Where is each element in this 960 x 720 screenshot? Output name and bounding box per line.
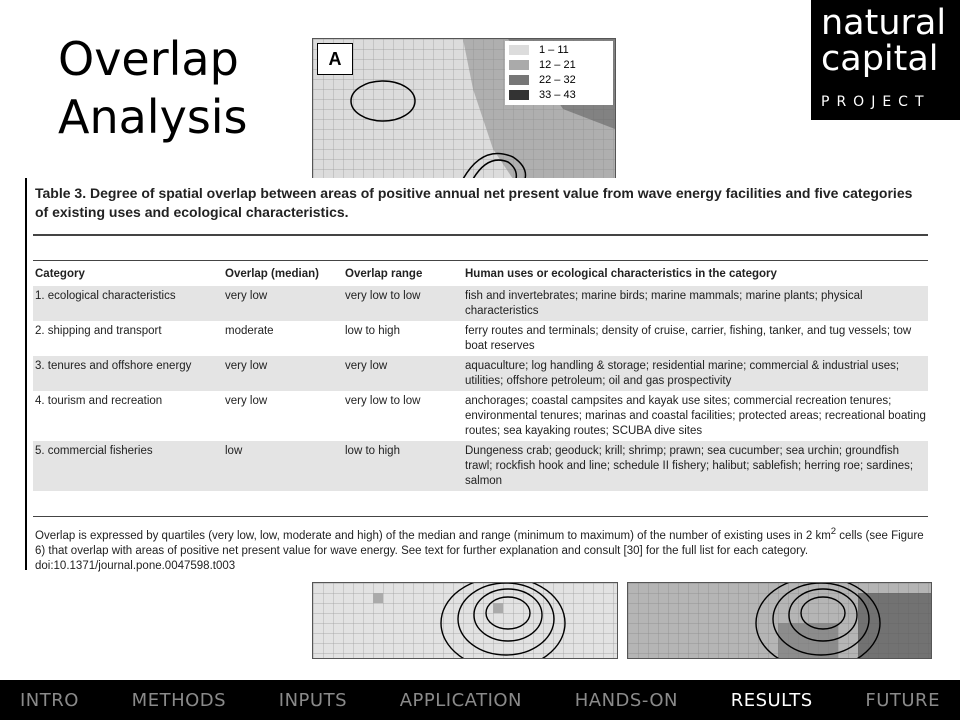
map-a-legend [505, 41, 613, 105]
logo-word-natural: natural [821, 3, 947, 43]
map-panel-a [312, 38, 616, 180]
legend-swatch [509, 60, 529, 70]
nav-item-intro[interactable]: INTRO [20, 689, 79, 711]
table-figure [25, 178, 929, 570]
col-header-overlap-median: Overlap (median) [225, 268, 319, 280]
cell-category: 4. tourism and recreation [35, 395, 163, 407]
legend-item [509, 59, 576, 71]
cell-overlap-range: very low [343, 356, 463, 391]
legend-label: 1 – 11 [539, 44, 569, 56]
cell-uses: anchorages; coastal campsites and kayak use sites; commercial recreation tenures; environmental tenures; marinas and coastal facilities; protected areas; recreational boating routes; sea kayaking routes; SCUBA dive sites [465, 395, 926, 437]
table-caption [35, 184, 925, 222]
nav-item-future[interactable]: FUTURE [865, 689, 940, 711]
table-footnote [35, 524, 925, 574]
legend-item [509, 44, 569, 56]
map-panel-bottom-left [312, 582, 618, 659]
cell-uses: Dungeness crab; geoduck; krill; shrimp; prawn; sea cucumber; sea urchin; groundfish trawl; rockfish hook and line; schedule II fishery; halibut; sablefish; herring roe; sardines; salmon [463, 441, 928, 491]
map-bottom-right-graphic [628, 583, 931, 658]
col-header-uses: Human uses or ecological characteristics in the category [465, 268, 777, 280]
cell-overlap-median: very low [225, 395, 268, 407]
legend-swatch [509, 45, 529, 55]
table-row [33, 441, 928, 491]
legend-swatch [509, 75, 529, 85]
cell-category: 2. shipping and transport [35, 325, 162, 337]
cell-overlap-range: low to high [345, 325, 400, 337]
divider [33, 260, 928, 261]
map-a-panel-label: A [317, 43, 353, 75]
nav-item-hands-on[interactable]: HANDS-ON [574, 689, 678, 711]
natural-capital-logo [811, 0, 960, 120]
cell-overlap-range: very low to low [343, 286, 463, 321]
cell-overlap-median: moderate [225, 325, 274, 337]
logo-word-capital: capital [821, 39, 939, 79]
cell-uses: fish and invertebrates; marine birds; marine mammals; marine plants; physical characteristics [463, 286, 928, 321]
title-line-1: Overlap [58, 32, 239, 86]
table-row [33, 286, 928, 321]
cell-category: 3. tenures and offshore energy [33, 356, 223, 391]
cell-overlap-range: very low to low [345, 395, 421, 407]
table-header-row [33, 262, 928, 286]
footnote-superscript: 2 [830, 526, 837, 537]
divider [33, 234, 928, 236]
footnote-text-1: Overlap is expressed by quartiles (very low, low, moderate and high) of the median and range (minimum to maximum) of the number of existing uses in 2 km [35, 529, 831, 542]
cell-overlap-median: low [223, 441, 343, 491]
cell-overlap-median: very low [223, 286, 343, 321]
table-caption-text: Table 3. Degree of spatial overlap between areas of positive annual net present value from wave energy facilities and five categories of existing uses and ecological characteristics. [35, 185, 913, 220]
footnote-text-2: cells (see Figure 6) that overlap with areas of positive net present value for wave energy. See text for further explanation and consult [30] for the full list for each category. [35, 529, 924, 557]
cell-overlap-range: low to high [343, 441, 463, 491]
table-row [33, 321, 928, 356]
cell-uses: ferry routes and terminals; density of cruise, carrier, fishing, tanker, and tug vessels; tow boat reserves [465, 325, 912, 352]
nav-item-inputs[interactable]: INPUTS [278, 689, 348, 711]
col-header-overlap-range: Overlap range [345, 268, 423, 280]
table-row [33, 356, 928, 391]
legend-label: 33 – 43 [539, 89, 576, 101]
nav-item-results[interactable]: RESULTS [730, 689, 813, 711]
legend-swatch [509, 90, 529, 100]
legend-item [509, 89, 576, 101]
cell-uses: aquaculture; log handling & storage; residential marine; commercial & industrial uses; utilities; offshore petroleum; oil and gas prospectivity [463, 356, 928, 391]
map-panel-bottom-right [627, 582, 932, 659]
overlap-table [33, 262, 928, 491]
divider [33, 516, 928, 517]
slide-title [58, 30, 248, 146]
nav-item-application[interactable]: APPLICATION [399, 689, 523, 711]
map-bottom-left-graphic [313, 583, 617, 658]
legend-label: 12 – 21 [539, 59, 576, 71]
col-header-category: Category [35, 268, 85, 280]
table-row [33, 391, 928, 441]
cell-category: 1. ecological characteristics [33, 286, 223, 321]
logo-word-project: PROJECT [821, 94, 931, 110]
legend-label: 22 – 32 [539, 74, 576, 86]
section-nav-bar [0, 680, 960, 720]
legend-item [509, 74, 576, 86]
cell-overlap-median: very low [223, 356, 343, 391]
title-line-2: Analysis [58, 90, 248, 144]
nav-item-methods[interactable]: METHODS [131, 689, 227, 711]
table-doi: doi:10.1371/journal.pone.0047598.t003 [35, 559, 236, 572]
cell-category: 5. commercial fisheries [33, 441, 223, 491]
